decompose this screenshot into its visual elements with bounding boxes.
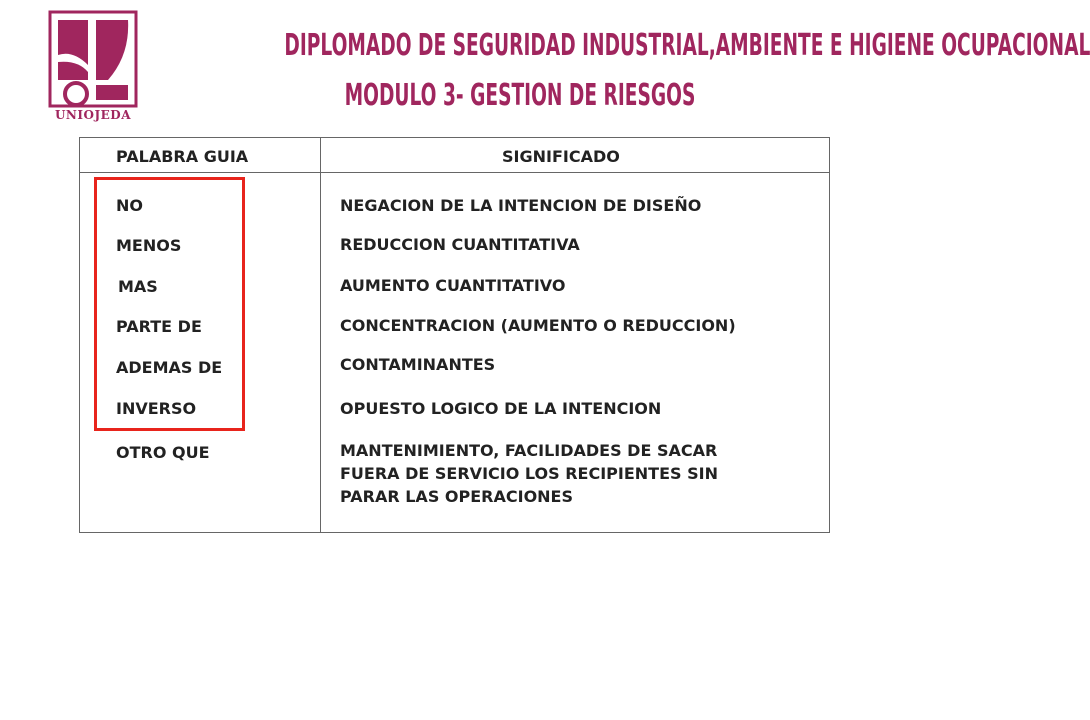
column-divider	[320, 138, 321, 532]
header-divider	[80, 172, 829, 173]
uniojeda-logo	[48, 10, 138, 122]
meaning: OPUESTO LOGICO DE LA INTENCION	[340, 399, 662, 418]
meaning-line: PARAR LAS OPERACIONES	[340, 487, 574, 506]
meaning: CONTAMINANTES	[340, 355, 496, 374]
guide-word: PARTE DE	[116, 317, 202, 336]
meaning: CONCENTRACION (AUMENTO O REDUCCION)	[340, 316, 736, 335]
meaning-line: MANTENIMIENTO, FACILIDADES DE SACAR	[340, 441, 718, 460]
highlight-box	[94, 177, 245, 431]
meaning-line: FUERA DE SERVICIO LOS RECIPIENTES SIN	[340, 464, 718, 483]
meaning: NEGACION DE LA INTENCION DE DISEÑO	[340, 196, 702, 215]
meaning: REDUCCION CUANTITATIVA	[340, 235, 580, 254]
guide-word: OTRO QUE	[116, 443, 210, 462]
guide-word: MENOS	[116, 236, 182, 255]
logo-text: UNIOJEDA	[54, 108, 132, 122]
guide-word: MAS	[118, 277, 158, 296]
guide-word: NO	[116, 196, 143, 215]
guide-word: INVERSO	[116, 399, 197, 418]
header-guide-word: PALABRA GUIA	[116, 147, 249, 166]
guide-word: ADEMAS DE	[116, 358, 223, 377]
header-meaning: SIGNIFICADO	[502, 147, 620, 166]
page-title: DIPLOMADO DE SEGURIDAD INDUSTRIAL,AMBIENTE E HIGIENE OCUPACIONAL	[284, 28, 1090, 63]
meaning: AUMENTO CUANTITATIVO	[340, 276, 566, 295]
page-subtitle: MODULO 3- GESTION DE RIESGOS	[344, 78, 696, 113]
